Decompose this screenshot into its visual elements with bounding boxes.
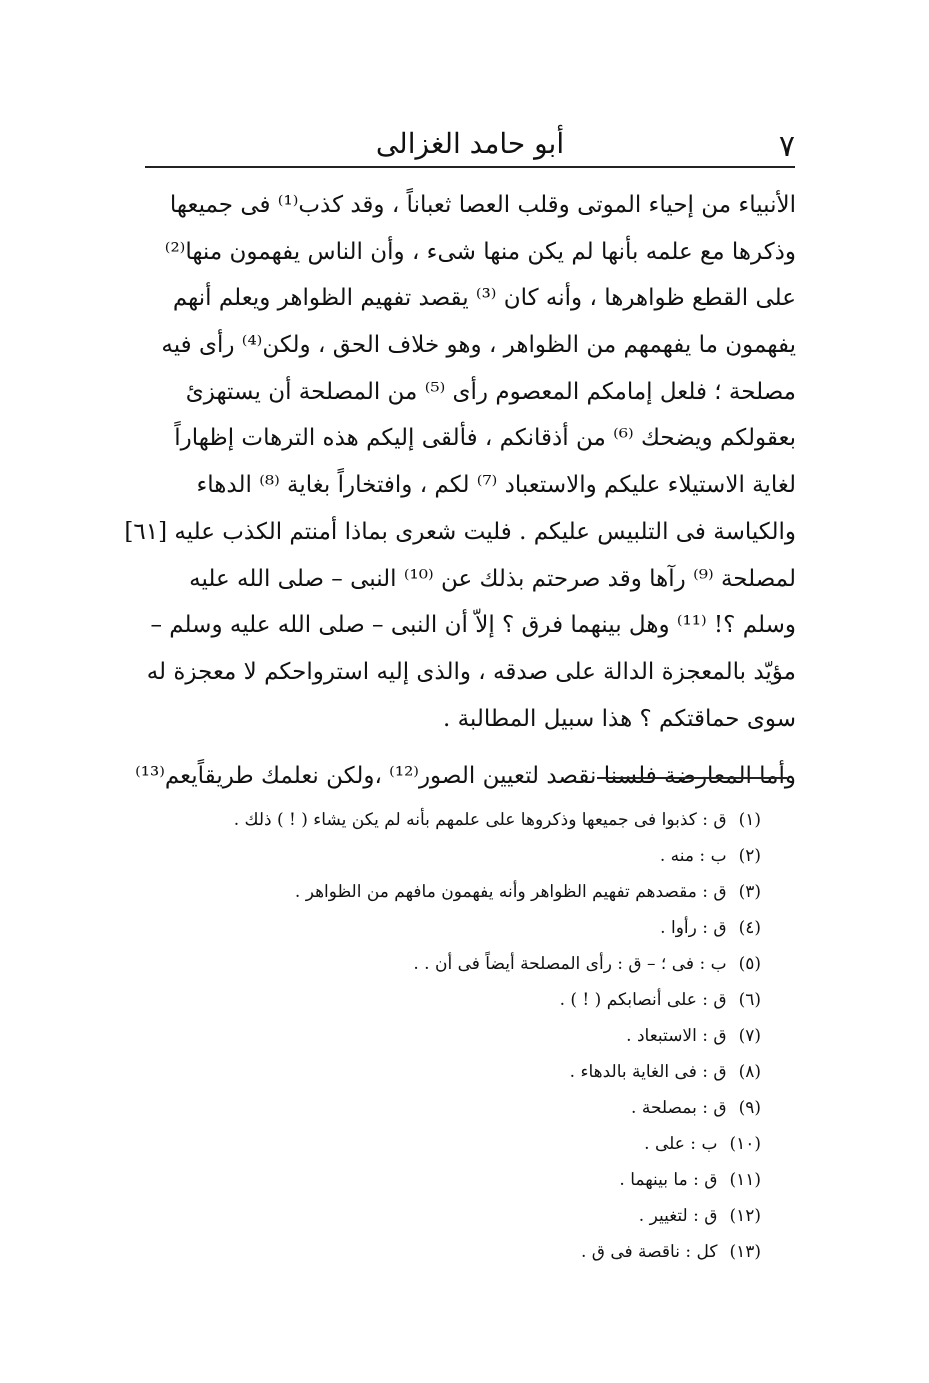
footnote-number: (٩)	[738, 1098, 761, 1118]
footnote	[141, 874, 761, 910]
footnote-text: ق : الاستبعاد .	[626, 1026, 727, 1046]
footnotes	[141, 802, 761, 1270]
text-line: على القطع ظواهرها ، وأنه كان ⁽³⁾ يقصد تفهيم الظواهر ويعلم أنهم	[172, 285, 796, 312]
footnote	[141, 802, 761, 838]
text-line: سوى حماقتكم ؟ هذا سبيل المطالبة .	[442, 705, 796, 732]
text-line: والكياسة فى التلبيس عليكم . فليت شعرى بماذا أمنتم الكذب عليه [٦١]	[124, 518, 796, 545]
footnote-number: (١)	[738, 810, 761, 830]
footnote	[141, 1198, 761, 1234]
running-head: أبو حامد الغزالى	[375, 127, 565, 160]
text-line: لمصلحة ⁽⁹⁾ رآها وقد صرحتم بذلك عن ⁽¹⁰⁾ النبى – صلى الله عليه	[189, 565, 796, 592]
footnote	[141, 1054, 761, 1090]
footnote	[141, 946, 761, 982]
footnote-text: ق : ما بينهما .	[619, 1170, 718, 1190]
footnote-number: (٧)	[738, 1026, 761, 1046]
footnote	[141, 1234, 761, 1270]
text-line: مؤيّد بالمعجزة الدالة على صدقه ، والذى إليه استرواحكم لا معجزة له	[146, 658, 796, 685]
text-line: الأنبياء من إحياء الموتى وقلب العصا ثعباناً ، وقد كذب⁽¹⁾ فى جميعها	[169, 192, 796, 218]
footnote-number: (٦)	[738, 990, 761, 1010]
footnote-number: (٨)	[738, 1062, 761, 1082]
footnote-number: (١٠)	[729, 1134, 761, 1154]
footnote-number: (١٢)	[729, 1206, 761, 1226]
footnote-text: ب : فى ؛ – ق : رأى المصلحة أيضاً فى أن . .	[413, 954, 727, 974]
footnote-text: ب : على .	[644, 1134, 718, 1154]
footnote-number: (١١)	[729, 1170, 761, 1190]
header-rule	[145, 166, 795, 168]
footnote	[141, 1018, 761, 1054]
footnote-text: ق : رأوا .	[660, 918, 727, 938]
footnote	[141, 1126, 761, 1162]
page-number: ٧	[778, 129, 795, 164]
footnote-text: ق : مقصدهم تفهيم الظواهر وأنه يفهمون مافهم من الظواهر .	[294, 882, 727, 902]
text-line: مصلحة ؛ فلعل إمامكم المعصوم رأى ⁽⁵⁾ من المصلحة أن يستهزئ	[185, 378, 796, 405]
footnote-text: ق : كذبوا فى جميعها وذكروها على علمهم بأنه لم يكن يشاء ( ! ) ذلك .	[233, 810, 727, 830]
footnote-number: (٥)	[738, 954, 761, 974]
text-line: لغاية الاستيلاء عليكم والاستعباد ⁽⁷⁾ لكم ، وافتخاراً بغاية ⁽⁸⁾ الدهاء	[196, 472, 796, 499]
footnote	[141, 1090, 761, 1126]
page-header	[145, 118, 795, 168]
footnote	[141, 910, 761, 946]
footnote-number: (٢)	[738, 846, 761, 866]
text-line: يفهمون ما يفهمهم من الظواهر ، وهو خلاف الحق ، ولكن⁽⁴⁾ رأى فيه	[161, 332, 796, 359]
text-line: وأما المعارضة فلسنا نقصد لتعيين الصور⁽¹²⁾ ،ولكن نعلمك طريقاًيعم⁽¹³⁾	[135, 763, 796, 790]
footnote	[141, 1162, 761, 1198]
footnote	[141, 982, 761, 1018]
footnote	[141, 838, 761, 874]
text-line: وسلم ؟! ⁽¹¹⁾ وهل بينهما فرق ؟ إلاّ أن النبى – صلى الله عليه وسلم –	[150, 612, 796, 639]
main-text	[124, 182, 796, 796]
footnote-text: ق : على أنصابكم ( ! ) .	[559, 990, 727, 1010]
footnote-text: ق : بمصلحة .	[631, 1098, 727, 1118]
footnote-text: كل : ناقصة فى ق .	[580, 1242, 718, 1262]
footnote-number: (٤)	[738, 918, 761, 938]
footnote-rule	[597, 777, 787, 779]
text-line: بعقولكم ويضحك ⁽⁶⁾ من أذقانكم ، فألقى إليكم هذه الترهات إظهاراً	[174, 425, 796, 452]
footnote-number: (٣)	[738, 882, 761, 902]
footnote-text: ق : فى الغاية بالدهاء .	[569, 1062, 727, 1082]
footnote-text: ب : منه .	[659, 846, 727, 866]
footnote-text: ق : لتغيير .	[638, 1206, 718, 1226]
footnote-number: (١٣)	[729, 1242, 761, 1262]
text-line: وذكرها مع علمه بأنها لم يكن منها شىء ، وأن الناس يفهمون منها⁽²⁾	[164, 238, 796, 265]
